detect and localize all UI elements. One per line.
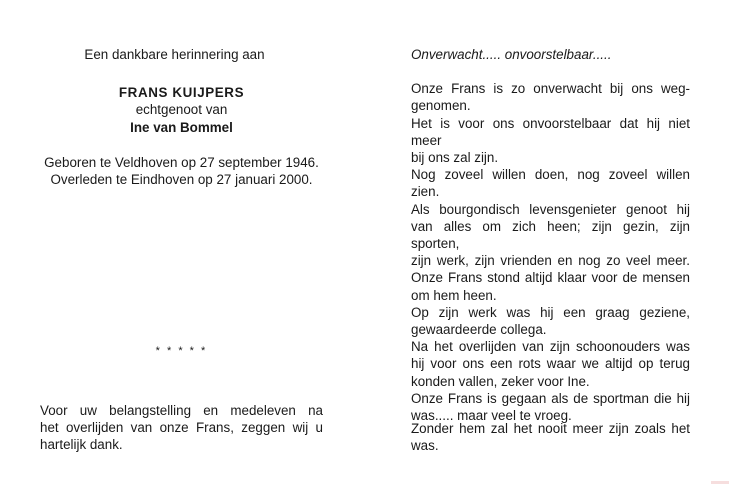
poem-heading: Onverwacht..... onvoorstelbaar..... <box>411 47 612 62</box>
closing-line: Zonder hem zal het nooit meer zijn zoals het <box>411 421 690 436</box>
poem-line: Na het overlijden van zijn schoonouders was <box>411 339 690 355</box>
poem-line: was..... maar veel te vroeg. <box>411 408 572 424</box>
death-line: Overleden te Eindhoven op 27 januari 2000. <box>50 172 313 188</box>
thanks-text <box>40 402 323 454</box>
thanks-line: Voor uw belangstelling en medeleven na <box>40 403 323 418</box>
poem-line: zijn werk, zijn vrienden en nog zo veel meer. <box>411 253 690 269</box>
poem-line: van alles om zich heen; zijn gezin, zijn sporten, <box>411 218 690 252</box>
left-column <box>40 46 323 188</box>
poem-line: Nog zoveel willen doen, nog zoveel willen zien. <box>411 167 690 200</box>
poem-line: Op zijn werk was hij een graag geziene, <box>411 304 690 320</box>
poem-line: Onze Frans is zo onverwacht bij ons weg- <box>411 81 690 97</box>
scan-mark <box>711 481 729 484</box>
stars-divider: * * * * * <box>155 345 208 357</box>
poem-line: gewaardeerde collega. <box>411 322 547 338</box>
spouse-name: Ine van Bommel <box>130 119 233 135</box>
birth-line: Geboren te Veldhoven op 27 september 1946. <box>44 154 319 170</box>
poem-line: Onze Frans is gegaan als de sportman die hij <box>411 390 690 406</box>
right-column <box>411 46 690 424</box>
thanks-line: het overlijden van onze Frans, zeggen wij u <box>40 420 323 436</box>
deceased-name: FRANS KUIJPERS <box>118 85 245 101</box>
closing-text <box>411 420 690 454</box>
relation-text: echtgenoot van <box>135 102 228 118</box>
poem-line: Onze Frans stond altijd klaar voor de mensen <box>411 270 690 286</box>
poem-line: om hem heen. <box>411 287 497 303</box>
poem-text <box>411 80 690 424</box>
thanks-line: hartelijk dank. <box>40 437 123 453</box>
poem-line: bij ons zal zijn. <box>411 150 499 166</box>
poem-line: Als bourgondisch levensgenieter genoot hij <box>411 201 690 217</box>
intro-text: Een dankbare herinnering aan <box>84 47 265 62</box>
poem-line: genomen. <box>411 98 471 114</box>
poem-line: konden vallen, zeker voor Ine. <box>411 373 590 389</box>
closing-line: was. <box>411 438 439 454</box>
poem-line: Het is voor ons onvoorstelbaar dat hij niet meer <box>411 115 690 148</box>
poem-line: hij voor ons een rots waar we altijd op terug <box>411 356 690 372</box>
